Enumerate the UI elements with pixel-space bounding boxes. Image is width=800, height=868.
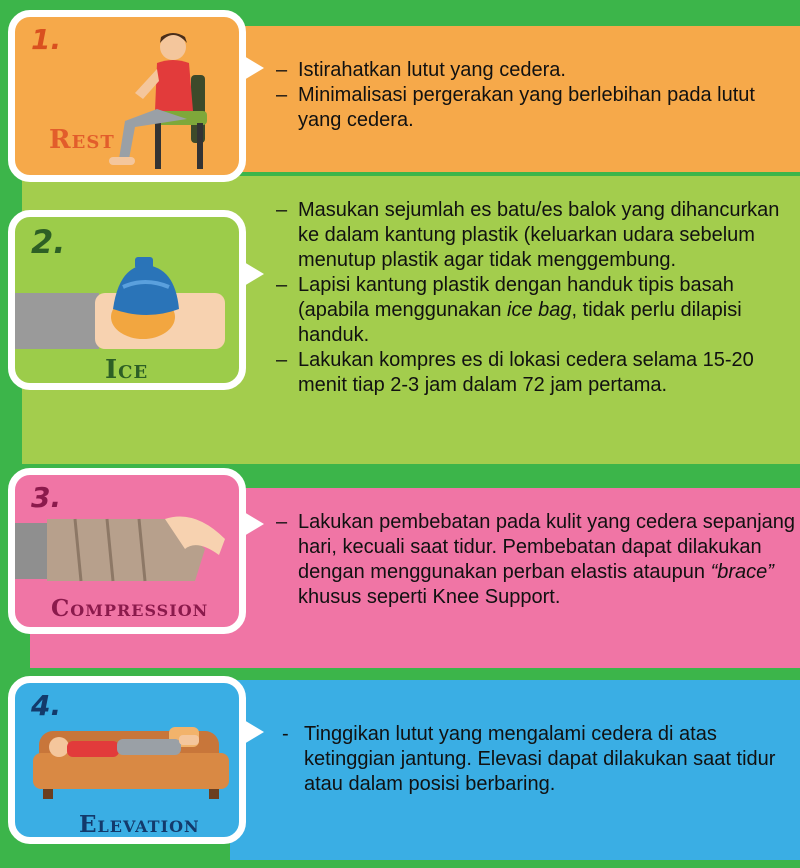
step-label: Ice <box>105 355 149 385</box>
step-label: Rest <box>49 125 115 155</box>
rest-instructions <box>276 58 786 133</box>
list-item: – Lakukan pembebatan pada kulit yang cedera sepanjang hari, kecuali saat tidur. Pembebatan dapat dilakukan dengan menggunakan perban elastis ataupun “brace” khusus seperti Knee Support. <box>276 510 796 610</box>
person-lying-on-sofa-icon <box>33 709 229 805</box>
card-pointer <box>244 262 264 286</box>
ice-card <box>8 210 246 390</box>
list-item: – Lapisi kantung plastik dengan handuk tipis basah (apabila menggunakan ice bag, tidak perlu dilapisi handuk. <box>276 273 796 348</box>
list-item: – Minimalisasi pergerakan yang berlebihan pada lutut yang cedera. <box>276 83 786 133</box>
ice-bag-on-knee-icon <box>15 257 239 357</box>
step-number: 2. <box>31 223 66 261</box>
card-pointer <box>244 512 264 536</box>
card-pointer <box>244 56 264 80</box>
step-number: 3. <box>31 481 62 514</box>
ice-instructions <box>276 198 796 398</box>
list-item: – Masukan sejumlah es batu/es balok yang dihancurkan ke dalam kantung plastik (keluarkan udara sebelum menutup plastik agar tidak menggembung. <box>276 198 796 273</box>
list-item: - Tinggikan lutut yang mengalami cedera di atas ketinggian jantung. Elevasi dapat dilakukan saat tidur atau dalam posisi berbaring. <box>282 722 794 797</box>
step-number: 4. <box>31 689 62 722</box>
elevation-card <box>8 676 246 844</box>
person-sitting-chair-icon <box>95 23 235 175</box>
step-label: Compression <box>51 595 209 622</box>
rest-card <box>8 10 246 182</box>
step-label: Elevation <box>79 811 200 838</box>
bandaged-knee-icon <box>15 509 239 591</box>
compression-card <box>8 468 246 634</box>
compression-instructions <box>276 510 796 610</box>
card-pointer <box>244 720 264 744</box>
brace-term: “brace” <box>710 561 774 583</box>
elevation-instructions <box>282 722 794 797</box>
step-number: 1. <box>31 23 62 56</box>
ice-bag-term: ice bag <box>507 299 572 321</box>
list-item: – Istirahatkan lutut yang cedera. <box>276 58 786 83</box>
list-item: – Lakukan kompres es di lokasi cedera selama 15-20 menit tiap 2-3 jam dalam 72 jam pertama. <box>276 348 796 398</box>
